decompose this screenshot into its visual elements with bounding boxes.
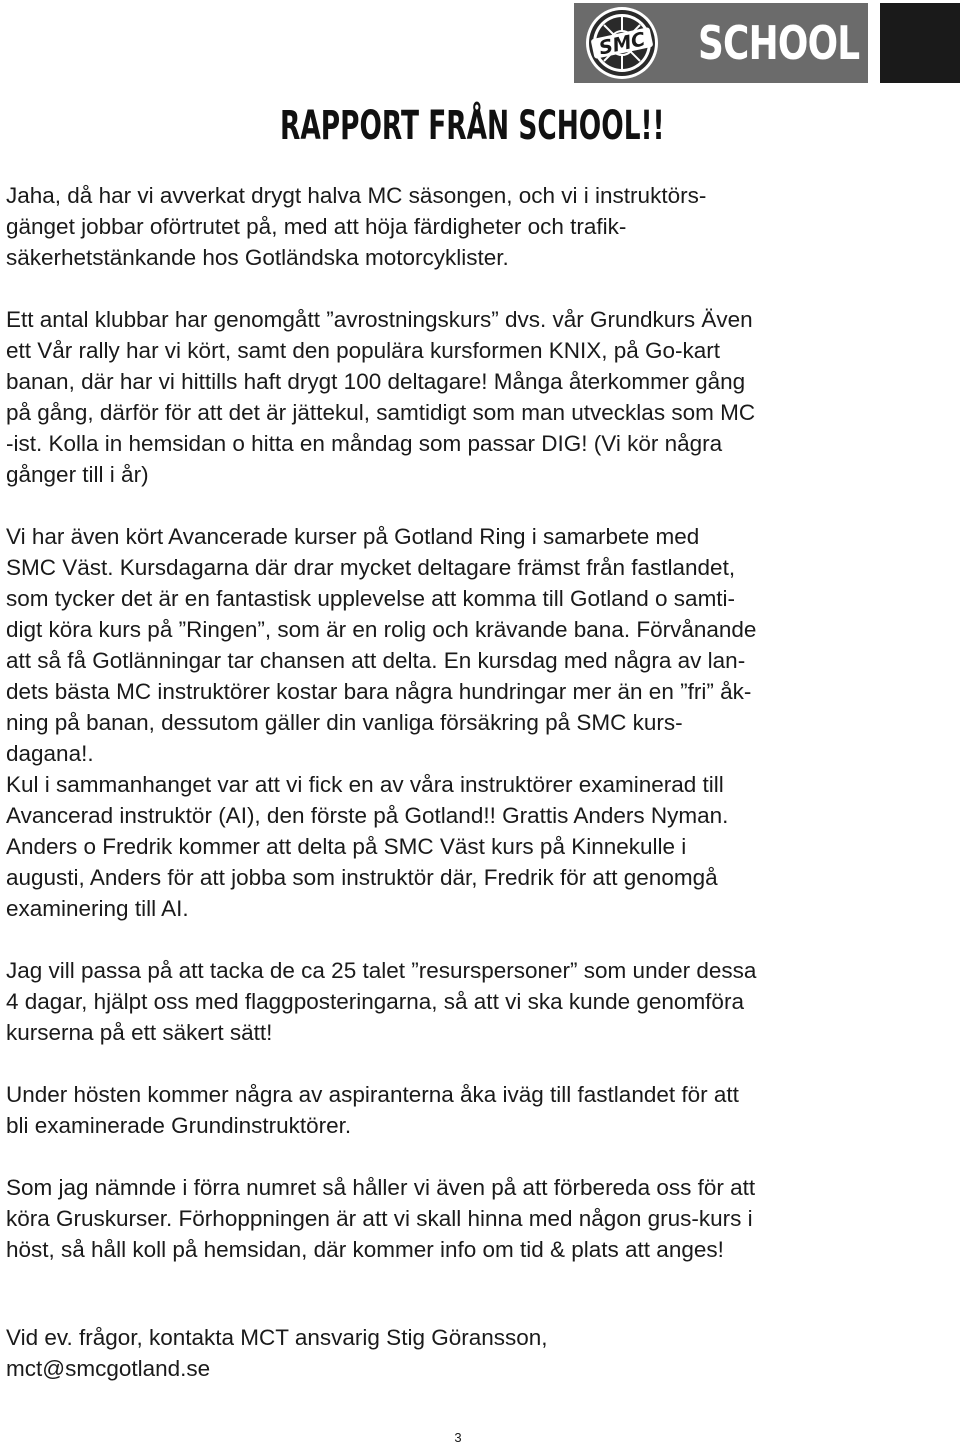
school-label: SCHOOL	[698, 16, 860, 70]
header-dark-block	[880, 3, 960, 83]
article-body	[6, 180, 956, 1384]
page-number: 3	[454, 1430, 462, 1445]
smc-wheel-logo-icon	[584, 5, 660, 81]
page-title: RAPPORT FRÅN SCHOOL!!	[280, 103, 665, 149]
logo-text: SMC	[597, 28, 648, 60]
paragraph-thanks: Jag vill passa på att tacka de ca 25 talet ”resurspersoner” som under dessa 4 dagar, hjälpt oss med flaggposteringarna, så att vi ska kunde genomföra kurserna på ett säkert sätt!	[6, 958, 757, 1045]
paragraph-contact: Vid ev. frågor, kontakta MCT ansvarig Stig Göransson, mct@smcgotland.se	[6, 1325, 548, 1381]
paragraph-gravel-courses: Som jag nämnde i förra numret så håller vi även på att förbereda oss för att köra Gruskurser. Förhoppningen är att vi skall hinna med någon grus-kurs i höst, så håll koll på hemsidan, där kommer info om tid & plats att anges!	[6, 1175, 756, 1262]
paragraph-autumn: Under hösten kommer några av aspiranterna åka iväg till fastlandet för att bli examinerade Grundinstruktörer.	[6, 1082, 739, 1138]
paragraph-courses: Ett antal klubbar har genomgått ”avrostningskurs” dvs. vår Grundkurs Även ett Vår rally har vi kört, samt den populära kursformen KNIX, på Go-kart banan, där har vi hittills haft drygt 100 deltagare! Många återkommer gång på gång, därför för att det är jättekul, samtidigt som man utvecklas som MC -ist. Kolla in hemsidan o hitta en måndag som passar DIG! (Vi kör några gånger till i år)	[6, 307, 756, 487]
paragraph-advanced-courses: Vi har även kört Avancerade kurser på Gotland Ring i samarbete med SMC Väst. Kursdagarna där drar mycket deltagare främst från fastlandet, som tycker det är en fantastisk upplevelse att komma till Gotland o samti- digt köra kurs på ”Ringen”, som är en rolig och krävande bana. Förvånande att så få Gotlänningar tar chansen att delta. En kursdag med några av lan- dets bästa MC instruktörer kostar bara några hundringar mer än en ”fri” åk- ning på banan, dessutom gäller din vanliga försäkring på SMC kurs- dagana!. Kul i sammanhanget var att vi fick en av våra instruktörer examinerad till Avancerad instruktör (AI), den förste på Gotland!! Grattis Anders Nyman. Anders o Fredrik kommer att delta på SMC Väst kurs på Kinnekulle i augusti, Anders för att jobba som instruktör där, Fredrik för att genomgå examinering till AI.	[6, 524, 757, 921]
paragraph-intro: Jaha, då har vi avverkat drygt halva MC säsongen, och vi i instruktörs- gänget jobbar oförtrutet på, med att höja färdigheter och trafik- säkerhetstänkande hos Gotländska motorcyklister.	[6, 183, 707, 270]
